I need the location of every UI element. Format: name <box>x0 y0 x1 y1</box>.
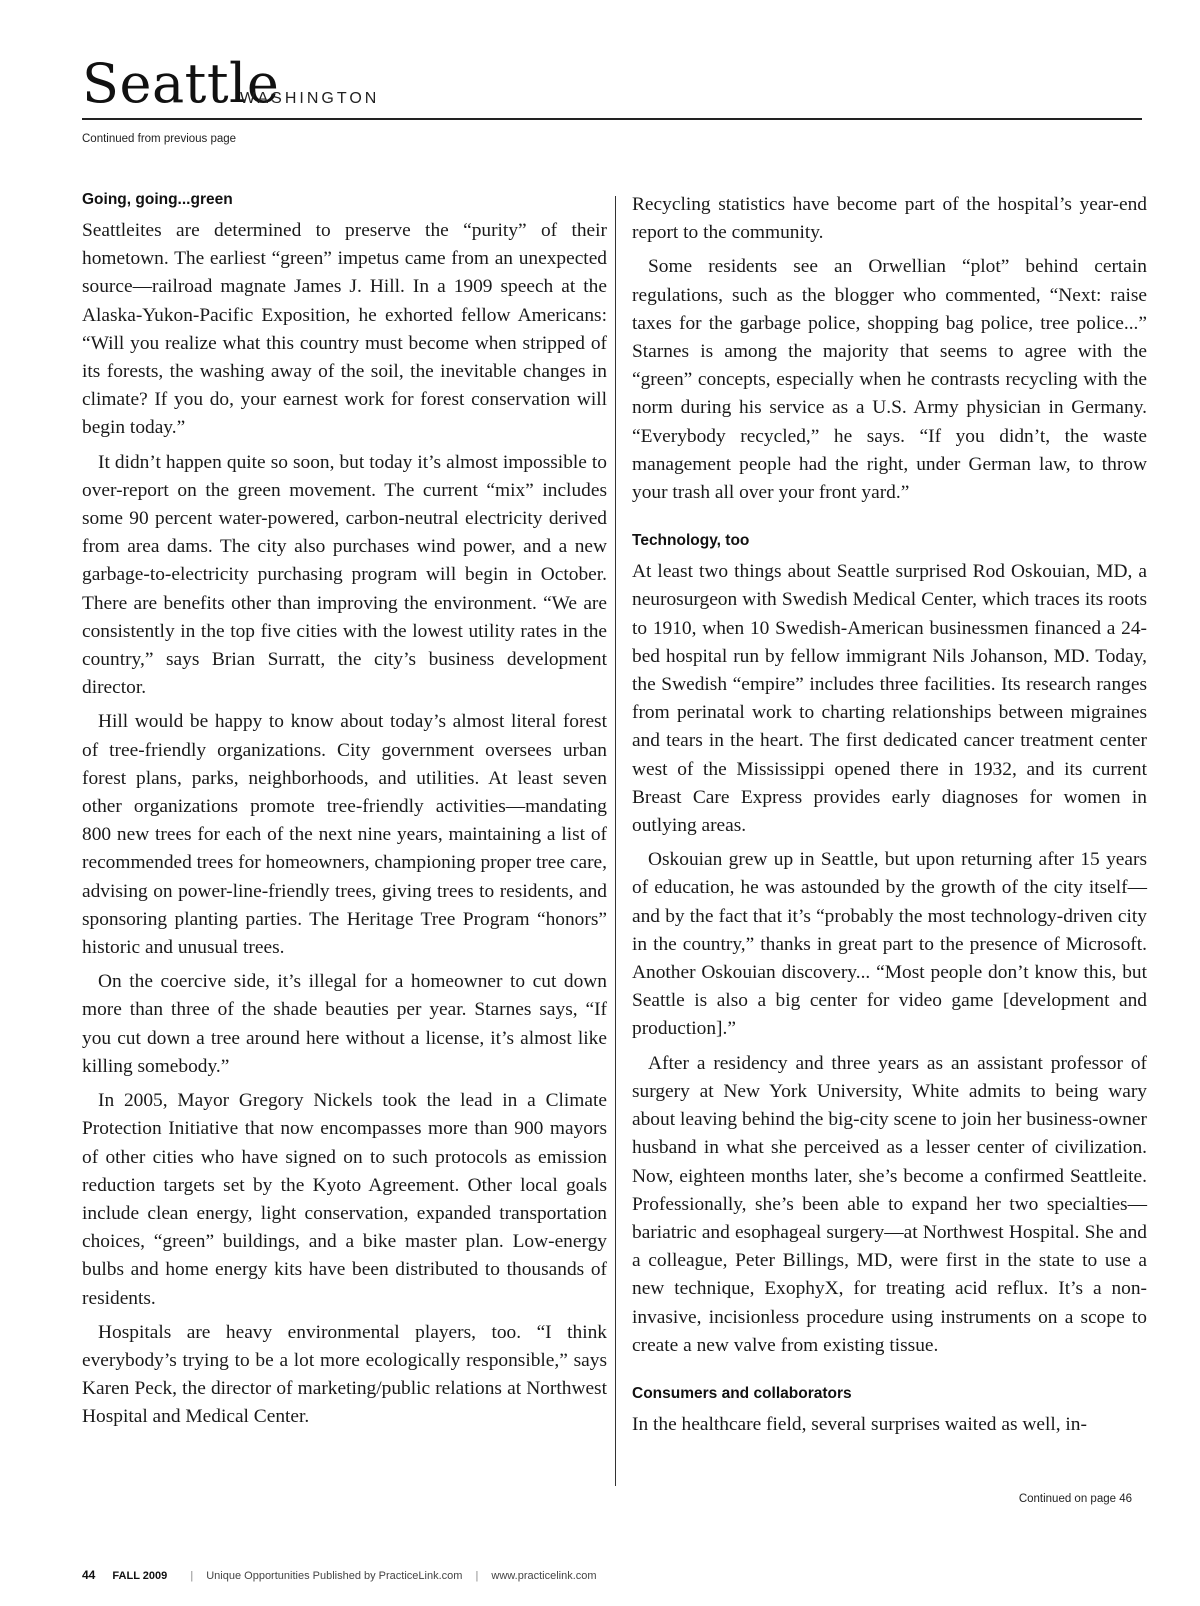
paragraph: Recycling statistics have become part of the hospital’s year-end report to the community. <box>632 194 1147 244</box>
column-divider <box>615 196 616 1486</box>
paragraph: After a residency and three years as an assistant professor of surgery at New York University, White admits to being wary about leaving behind the big-city scene to join her business-owner husband in what she perceived as a lesser center of civilization. Now, eighteen months later, she’s become a confirmed Seattleite. Professionally, she’s been able to expand her two specialties—bariatric and esophageal surgery—at Northwest Hospital. She and a colleague, Peter Billings, MD, were first in the state to use a new technique, ExophyX, for treating acid reflux. It’s a non-invasive, incisionless procedure using instruments on a scope to create a new valve from existing tissue. <box>632 1052 1147 1356</box>
header-rule <box>82 118 1142 120</box>
footer-separator: | <box>475 1570 479 1582</box>
paragraph: In 2005, Mayor Gregory Nickels took the lead in a Climate Protection Initiative that now encompasses more than 900 mayors of other cities who have signed on to such protocols as emission reduction targets set by the Kyoto Agreement. Other local goals include clean energy, light conservation, expanded transportation choices, “green” buildings, and a bike master plan. Low-energy bulbs and home energy kits have been distributed to thousands of residents. <box>82 1090 607 1309</box>
section-heading-technology: Technology, too <box>632 532 750 550</box>
publication-name: Unique Opportunities Published by PracticeLink.com <box>206 1570 463 1582</box>
paragraph: It didn’t happen quite so soon, but today it’s almost impossible to over-report on the green movement. The current “mix” includes some 90 percent water-powered, carbon-neutral electricity derived from area dams. The city also purchases wind power, and a new garbage-to-electricity purchasing program will begin in October. There are benefits other than improving the environment. “We are consistently in the top five cities with the lowest utility rates in the country,” says Brian Surratt, the city’s business development director. <box>82 451 607 699</box>
masthead <box>82 52 1142 122</box>
continued-from-note: Continued from previous page <box>82 133 237 145</box>
paragraph: Hospitals are heavy environmental players, too. “I think everybody’s trying to be a lot more ecologically responsible,” says Karen Peck, the director of marketing/public relations at Northwest Hospital and Medical Center. <box>82 1321 607 1428</box>
section-heading-going-green: Going, going...green <box>82 191 233 208</box>
footer-separator: | <box>190 1570 194 1582</box>
paragraph: Some residents see an Orwellian “plot” behind certain regulations, such as the blogger who commented, “Next: raise taxes for the garbage police, shopping bag police, tree police...” Starnes is among the majority that seems to agree with the “green” concepts, especially when he contrasts recycling with the norm during his service as a U.S. Army physician in Germany. “Everybody recycled,” he says. “If you didn’t, the waste management people had the right, under German law, to throw your trash all over your front yard.” <box>632 256 1147 504</box>
issue-season: FALL 2009 <box>112 1570 168 1582</box>
right-column <box>632 191 1147 1445</box>
section-heading-consumers: Consumers and collaborators <box>632 1384 852 1402</box>
paragraph: At least two things about Seattle surprised Rod Oskouian, MD, a neurosurgeon with Swedish Medical Center, which traces its roots to 1910, when 10 Swedish-American businessmen financed a 24-bed hospital run by fellow immigrant Nils Johanson, MD. Today, the Swedish “empire” includes three facilities. Its research ranges from perinatal work to charting relationships between migraines and tears in the heart. The first dedicated cancer treatment center west of the Mississippi opened there in 1932, and its current Breast Care Express provides early diagnoses for women in outlying areas. <box>632 561 1147 837</box>
masthead-city: Seattle <box>82 52 280 115</box>
left-column <box>82 190 607 1438</box>
masthead-state: WASHINGTON <box>240 90 380 107</box>
paragraph: In the healthcare field, several surprises waited as well, in- <box>632 1413 1087 1435</box>
page-footer <box>82 1568 597 1582</box>
paragraph: On the coercive side, it’s illegal for a homeowner to cut down more than three of the shade beauties per year. Starnes says, “If you cut down a tree around here without a license, it’s almost like killing somebody.” <box>82 971 607 1077</box>
website-link[interactable]: www.practicelink.com <box>491 1570 597 1582</box>
paragraph: Oskouian grew up in Seattle, but upon returning after 15 years of education, he was astounded by the growth of the city itself—and by the fact that it’s “probably the most technology-driven city in the country,” thanks in great part to the presence of Microsoft. Another Oskouian discovery... “Most people don’t know this, but Seattle is also a big center for video game [development and production].” <box>632 849 1147 1040</box>
page-number: 44 <box>82 1568 96 1582</box>
continued-on-note: Continued on page 46 <box>1018 1493 1132 1505</box>
paragraph: Seattleites are determined to preserve the “purity” of their hometown. The earliest “green” impetus came from an unexpected source—railroad magnate James J. Hill. In a 1909 speech at the Alaska-Yukon-Pacific Exposition, he exhorted fellow Americans: “Will you realize what this country must become when stripped of its forests, the washing away of the soil, the inevitable changes in climate? If you do, your earnest work for forest conservation will begin today.” <box>82 220 607 439</box>
paragraph: Hill would be happy to know about today’s almost literal forest of tree-friendly organizations. City government oversees urban forest plans, parks, neighborhoods, and utilities. At least seven other organizations promote tree-friendly activities—mandating 800 new trees for each of the next nine years, maintaining a list of recommended trees for homeowners, championing proper tree care, advising on power-line-friendly trees, giving trees to residents, and sponsoring planting parties. The Heritage Tree Program “honors” historic and unusual trees. <box>82 711 607 959</box>
